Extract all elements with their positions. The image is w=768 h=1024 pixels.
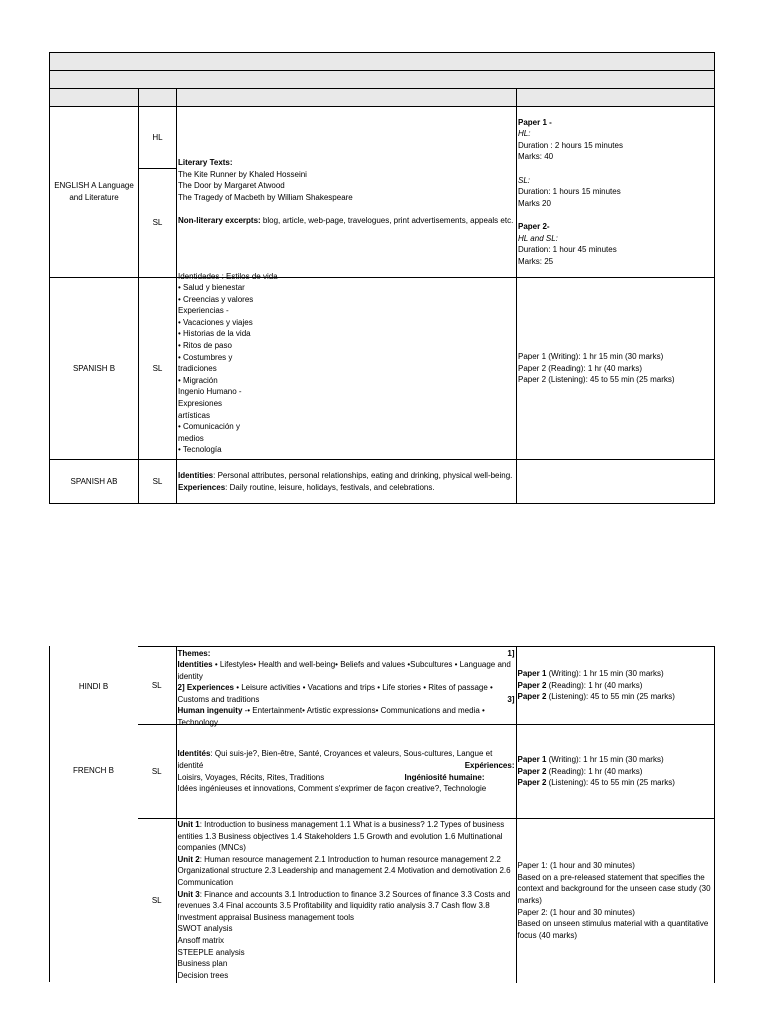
level-cell: SL [139,278,177,460]
hindi-subject: HINDI B [78,682,109,691]
subject-cell: SPANISH AB [50,460,139,504]
content-cell: Identities: Personal attributes, personal relationships, eating and drinking, physical well-being. Experiences: Daily routine, leisure, holidays, festivals, and celebrations. [177,460,517,504]
assessment-cell: Paper 1 (Writing): 1 hr 15 min (30 marks) Paper 2 (Reading): 1 hr (40 marks) Paper 2 (Listening): 45 to 55 min (25 marks) [516,647,714,725]
level-cell: SL [138,819,176,983]
assessment-cell: Paper 1: (1 hour and 30 minutes) Based on a pre-released statement that specifies the context and background for the unseen case study (30 marks) Paper 2: (1 hour and 30 minutes) Based on unseen stimulus material with a quantitative focus (40 marks) [516,819,714,983]
subjects-table-2 [138,646,715,983]
table-2-left-column [49,646,139,982]
table-row [138,725,714,819]
assessment-cell: Paper 1 (Writing): 1 hr 15 min (30 marks) Paper 2 (Reading): 1 hr (40 marks) Paper 2 (Listening): 45 to 55 min (25 marks) [517,278,715,460]
assessment-cell: Paper 1 - HL: Duration : 2 hours 15 minutes Marks: 40 SL: Duration: 1 hours 15 minutes Marks 20 Paper 2- HL and SL: Duration: 1 hour 45 minutes Marks: 25 [517,107,715,278]
literary-text-item: The Door by Margaret Atwood [178,181,285,191]
subject-cell: ENGLISH A Language and Literature [50,107,139,278]
table-row [50,107,715,169]
literary-text-item: The Kite Runner by Khaled Hosseini [178,169,307,179]
french-subject: FRENCH B [73,766,114,775]
content-cell: Literary Texts: The Kite Runner by Khaled Hosseini The Door by Margaret Atwood The Tragedy of Macbeth by William Shakespeare Non-literary excerpts: blog, article, web-page, travelogues, print advertisements, appeals etc. [177,107,517,278]
assessment-cell: Paper 1 (Writing): 1 hr 15 min (30 marks) Paper 2 (Reading): 1 hr (40 marks) Paper 2 (Listening): 45 to 55 min (25 marks) [516,725,714,819]
content-cell: Identités: Qui suis-je?, Bien-être, Santé, Croyances et valeurs, Sous-cultures, Langue et identité Expériences: Loisirs, Voyages, Récits, Rites, Traditions Ingéniosité humaine: Idées ingénieuses et innovations, Comment s'exprimer de façon creative?, Technologie [176,725,516,819]
content-cell: Themes: 1] Identities • Lifestyles• Health and well-being• Beliefs and values •Subcultures • Language and identity 2] Experiences • Leisure activities • Vacations and trips • Life stories • Rites of passage • Customs and traditions 3] Human ingenuity -• Entertainment• Artistic expressions• Communications and media • Technology [177,648,515,728]
table-row [138,819,714,983]
table-header-row [50,53,715,71]
subject-cell: SPANISH B [50,278,139,460]
assessment-cell [517,460,715,504]
level-cell: HL [139,107,177,169]
content-cell: Identidades : Estilos de vida • Salud y bienestar • Creencias y valores Experiencias - • Vacaciones y viajes • Historias de la vida • Ritos de paso • Costumbres y tradiciones • Migración Ingenio Humano - Expresiones artísticas • Comunicación y medios • Tecnología [177,278,517,460]
table-header-row [50,71,715,89]
level-cell: SL [138,647,176,725]
literary-text-item: The Tragedy of Macbeth by William Shakespeare [178,193,353,202]
table-row [50,460,715,504]
level-cell: SL [139,169,177,278]
content-cell: Unit 1: Introduction to business management 1.1 What is a business? 1.2 Types of business entities 1.3 Business objectives 1.4 Stakeholders 1.5 Growth and evolution 1.6 Multinational companies (MNCs) Unit 2: Human resource management 2.1 Introduction to human resource management 2.2 Organizational structure 2.3 Leadership and management 2.4 Motivation and demotivation 2.6 Communication Unit 3: Finance and accounts 3.1 Introduction to finance 3.2 Sources of finance 3.3 Costs and revenues 3.4 Final accounts 3.5 Profitability and liquidity ratio analysis 3.7 Cash flow 3.8 Investment appraisal Business management tools SWOT analysis Ansoff matrix STEEPLE analysis Business plan Decision trees [176,819,516,983]
table-row [138,647,714,725]
level-cell: SL [139,460,177,504]
table-row [50,278,715,460]
table-column-header-row [50,89,715,107]
level-cell: SL [138,725,176,819]
subjects-table-1 [49,52,715,504]
